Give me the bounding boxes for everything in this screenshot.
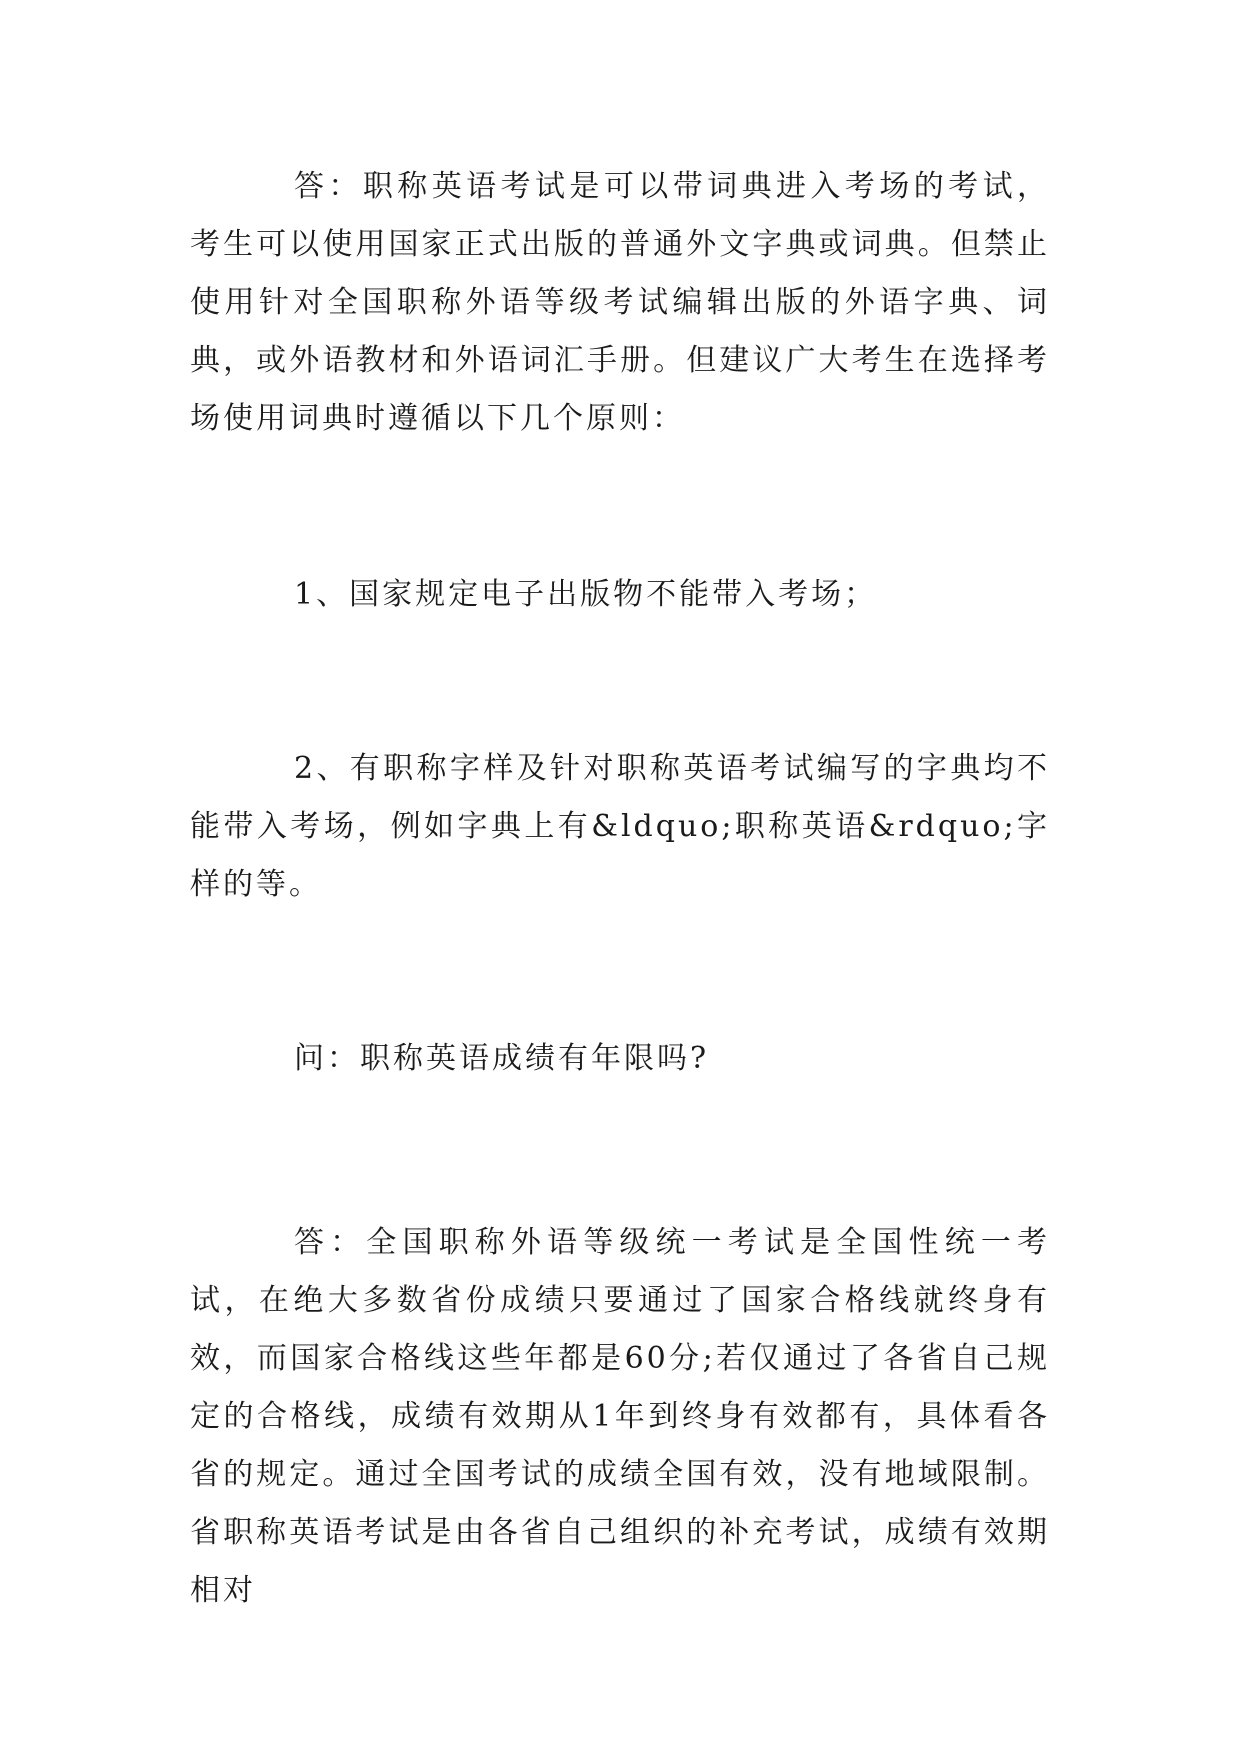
answer-paragraph-dictionary: 答：职称英语考试是可以带词典进入考场的考试，考生可以使用国家正式出版的普通外文字典或词典。但禁止使用针对全国职称外语等级考试编辑出版的外语字典、词典，或外语教材和外语词汇手册。但建议广大考生在选择考场使用词典时遵循以下几个原则： <box>190 169 1050 436</box>
rule-paragraph-2: 2、有职称字样及针对职称英语考试编写的字典均不能带入考场，例如字典上有&ldquo;职称英语&rdquo;字样的等。 <box>190 751 1050 902</box>
answer-paragraph-score-validity: 答：全国职称外语等级统一考试是全国性统一考试，在绝大多数省份成绩只要通过了国家合格线就终身有效，而国家合格线这些年都是60分;若仅通过了各省自己规定的合格线，成绩有效期从1年到终身有效都有，具体看各省的规定。通过全国考试的成绩全国有效，没有地域限制。 省职称英语考试是由各省自己组织的补充考试，成绩有效期相对 <box>190 1225 1050 1608</box>
rule-paragraph-1: 1、国家规定电子出版物不能带入考场； <box>294 577 878 612</box>
question-paragraph-score-validity: 问：职称英语成绩有年限吗? <box>294 1041 710 1076</box>
